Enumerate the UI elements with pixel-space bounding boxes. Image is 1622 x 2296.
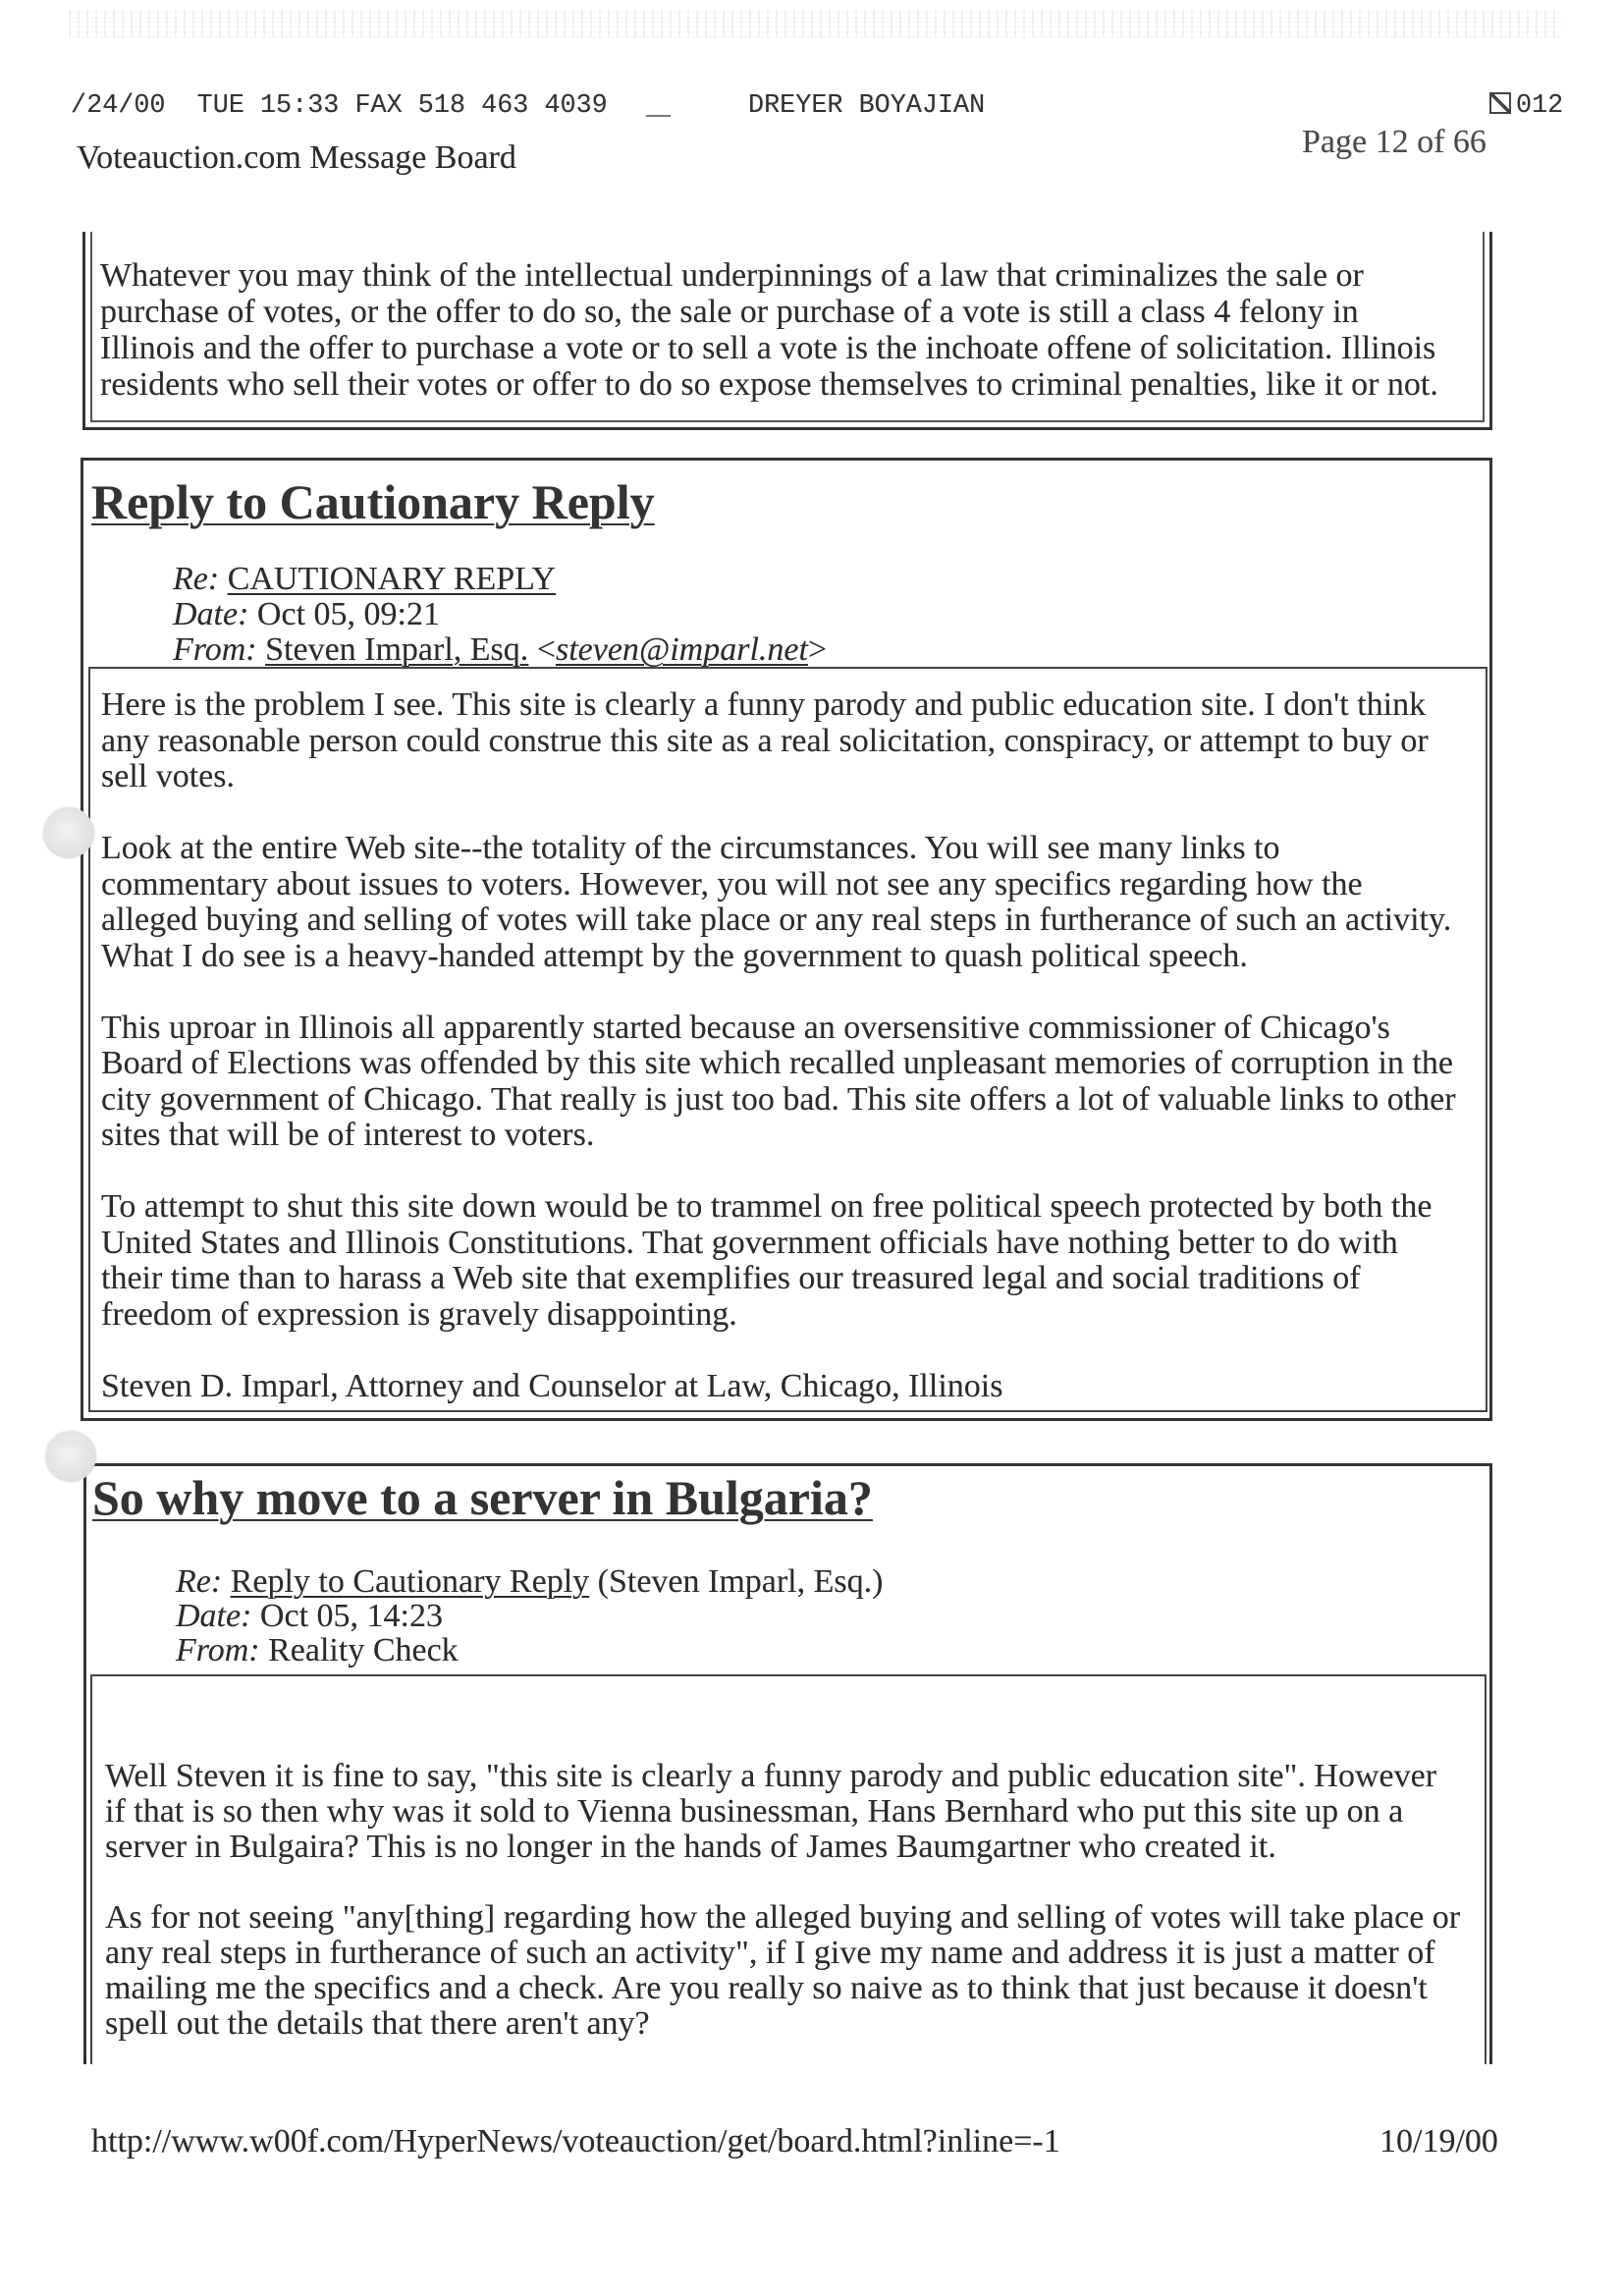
fax-day-time: TUE 15:33 <box>196 91 340 121</box>
from-line <box>173 632 827 668</box>
body-line: Illinois and the offer to purchase a vote or to sell a vote is the inchoate offene of solicitation. Illinois <box>100 330 1436 366</box>
from-label: From: <box>173 631 257 668</box>
re-label: Re: <box>173 561 220 597</box>
punch-hole <box>45 1431 96 1482</box>
body-line: spell out the details that there aren't any? <box>105 2005 650 2042</box>
author-link[interactable]: Steven Imparl, Esq. <box>265 631 529 668</box>
re-line <box>176 1564 883 1599</box>
email-link[interactable]: steven@imparl.net <box>555 631 808 668</box>
body-line: commentary about issues to voters. However, you will not see any specifics regarding how the <box>101 865 1363 902</box>
body-line: purchase of votes, or the offer to do so, the sale or purchase of a vote is still a class 4 felony in <box>100 294 1359 330</box>
body-line: sites that will be of interest to voters. <box>101 1117 595 1153</box>
fax-page-icon <box>1489 92 1511 114</box>
post-title-link[interactable]: So why move to a server in Bulgaria? <box>92 1470 873 1525</box>
body-line: mailing me the specifics and a check. Are you really so naive as to think that just because it doesn't <box>105 1970 1428 2006</box>
paragraph <box>101 1011 1456 1154</box>
body-line: server in Bulgaira? This is no longer in the hands of James Baumgartner who created it. <box>105 1829 1276 1865</box>
punch-hole <box>43 807 94 858</box>
body-line: This uproar in Illinois all apparently started because an oversensitive commissioner of Chicago's <box>101 1009 1390 1046</box>
body-line: sell votes. <box>101 758 235 794</box>
date-label: Date: <box>176 1598 252 1634</box>
body-line: As for not seeing "any[thing] regarding how the alleged buying and selling of votes will take place or <box>105 1899 1461 1936</box>
email-open-bracket: < <box>536 631 556 668</box>
post-meta <box>173 562 827 668</box>
body-line: Here is the problem I see. This site is clearly a funny parody and public education site. I don't think <box>101 686 1427 723</box>
body-line: city government of Chicago. That really is just too bad. This site offers a lot of valuable links to other <box>101 1080 1456 1118</box>
date-label: Date: <box>173 596 249 632</box>
page-title: Voteauction.com Message Board <box>77 139 516 176</box>
re-link[interactable]: Reply to Cautionary Reply <box>230 1563 590 1600</box>
body-line: To attempt to shut this site down would be to trammel on free political speech protected by both the <box>101 1188 1433 1225</box>
body-line: Look at the entire Web site--the totality of the circumstances. You will see many links to <box>101 830 1280 866</box>
re-author: (Steven Imparl, Esq.) <box>597 1563 884 1600</box>
fax-date: /24/00 <box>71 91 166 121</box>
post-signature: Steven D. Imparl, Attorney and Counselor at Law, Chicago, Illinois <box>101 1367 1003 1404</box>
fax-header-left <box>71 90 608 122</box>
paragraph <box>105 1900 1460 2042</box>
author-name: Reality Check <box>268 1632 459 1668</box>
continued-post-body <box>100 257 1438 403</box>
email-close-bracket: > <box>807 631 828 668</box>
from-label: From: <box>176 1632 260 1668</box>
post-meta <box>176 1564 883 1667</box>
re-label: Re: <box>176 1563 223 1600</box>
body-line: United States and Illinois Constitutions. That government officials have nothing better to do with <box>101 1224 1398 1261</box>
date-line <box>173 597 827 632</box>
re-link[interactable]: CAUTIONARY REPLY <box>227 561 557 597</box>
fax-sender: DREYER BOYAJIAN <box>748 91 986 121</box>
paragraph <box>101 831 1456 974</box>
page-count: Page 12 of 66 <box>1302 124 1487 160</box>
post-date: Oct 05, 09:21 <box>256 596 440 632</box>
body-line: Board of Elections was offended by this site which recalled unpleasant memories of corruption in the <box>101 1045 1453 1081</box>
post-body <box>105 1759 1460 2077</box>
body-line: any real steps in furtherance of such an activity", if I give my name and address it is just a matter of <box>105 1935 1435 1971</box>
body-line: alleged buying and selling of votes will take place or any real steps in furtherance of such an activity. <box>101 902 1452 938</box>
fax-page-code: 012 <box>1516 91 1564 121</box>
from-line <box>176 1633 883 1667</box>
body-line: freedom of expression is gravely disappointing. <box>101 1295 737 1333</box>
paragraph <box>105 1759 1460 1865</box>
paragraph <box>101 687 1456 795</box>
re-line <box>173 562 827 597</box>
post-body <box>101 687 1456 1404</box>
scan-noise <box>69 10 1561 37</box>
body-line: residents who sell their votes or offer to do so expose themselves to criminal penalties, like it or not. <box>100 366 1438 403</box>
body-line: any reasonable person could construe this site as a real solicitation, conspiracy, or attempt to buy or <box>101 722 1429 759</box>
body-line: their time than to harass a Web site that exemplifies our treasured legal and social traditions of <box>101 1260 1361 1296</box>
date-line <box>176 1599 883 1633</box>
footer-url: http://www.w00f.com/HyperNews/voteauction/get/board.html?inline=-1 <box>91 2123 1060 2159</box>
fax-page-marker <box>1489 90 1563 122</box>
body-line: What I do see is a heavy-handed attempt by the government to quash political speech. <box>101 937 1248 974</box>
body-line: Whatever you may think of the intellectual underpinnings of a law that criminalizes the sale or <box>100 257 1364 294</box>
paragraph <box>101 1189 1456 1333</box>
post-title-link[interactable]: Reply to Cautionary Reply <box>91 474 655 529</box>
footer-print-date: 10/19/00 <box>1379 2123 1498 2159</box>
post-date: Oct 05, 14:23 <box>259 1598 443 1634</box>
body-line: Well Steven it is fine to say, "this site is clearly a funny parody and public education site". However <box>105 1758 1437 1794</box>
fax-number: FAX 518 463 4039 <box>354 91 608 121</box>
body-line: if that is so then why was it sold to Vienna businessman, Hans Bernhard who put this site up on a <box>105 1793 1404 1830</box>
fax-underline-mark <box>646 115 671 117</box>
